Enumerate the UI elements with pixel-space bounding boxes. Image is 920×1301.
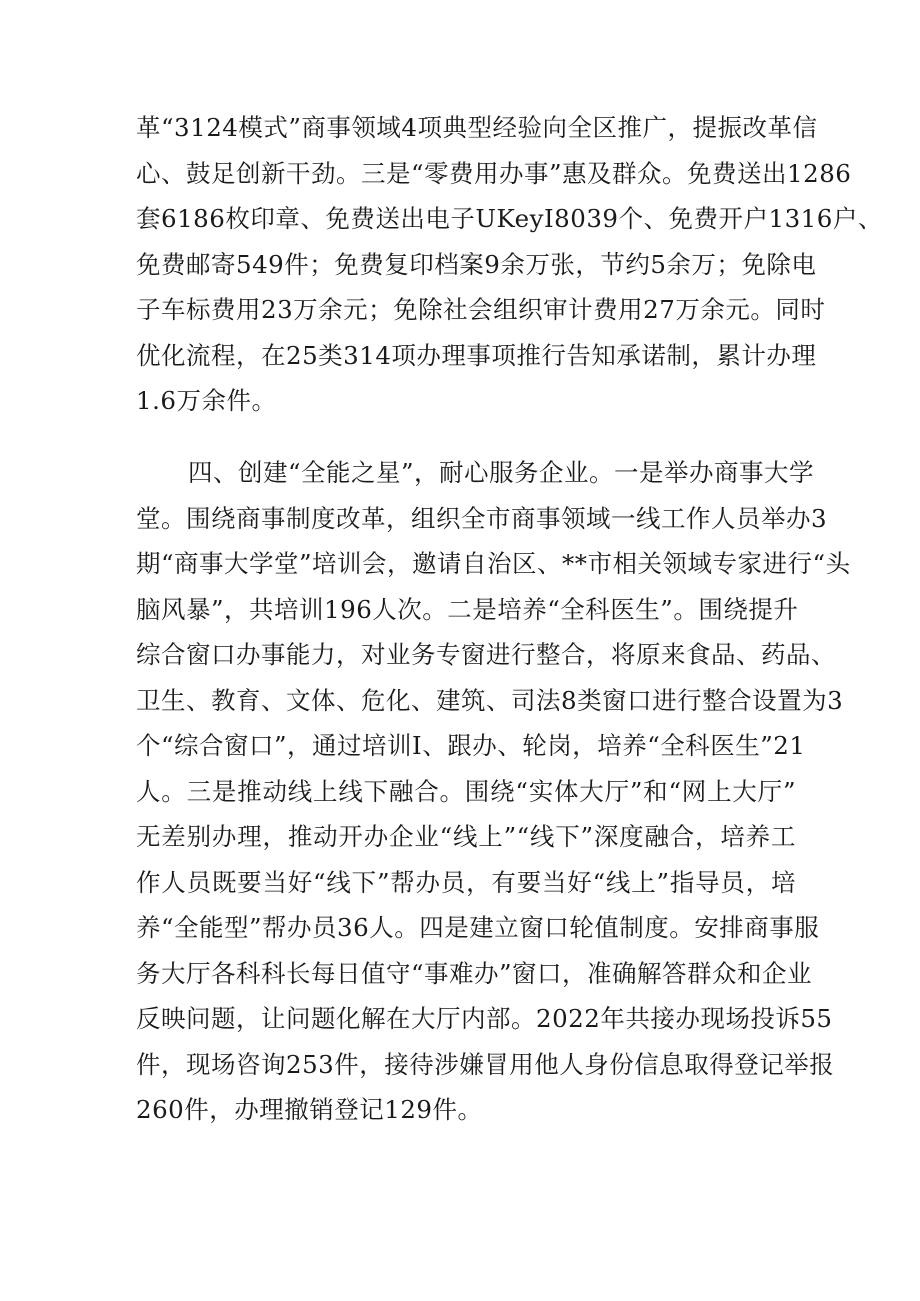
text-line: 260件，办理撤销登记129件。	[136, 1095, 483, 1124]
paragraph-1	[136, 105, 883, 424]
paragraph-2	[136, 450, 851, 1133]
text-line: 作人员既要当好“线下”帮办员，有要当好“线上”指导员，培	[136, 867, 796, 897]
text-line: 革“3124模式”商事领域4项典型经验向全区推广，提振改革信	[136, 113, 818, 142]
text-line: 子车标费用23万余元；免除社会组织审计费用27万余元。同时	[136, 295, 826, 324]
text-line: 反映问题，让问题化解在大厅内部。2022年共接办现场投诉55	[136, 1004, 833, 1033]
text-line: 卫生、教育、文体、危化、建筑、司法8类窗口进行整合设置为3	[136, 685, 844, 715]
text-line: 个“综合窗口”，通过培训I、跟办、轮岗，培养“全科医生”21	[136, 731, 806, 760]
text-line: 综合窗口办事能力，对业务专窗进行整合，将原来食品、药品、	[136, 640, 836, 669]
text-line: 心、鼓足创新干劲。三是“零费用办事”惠及群众。免费送出1286	[136, 158, 852, 188]
section-heading-line: 四、创建“全能之星”，耐心服务企业。一是举办商事大学	[188, 458, 815, 487]
text-line: 养“全能型”帮办员36人。四是建立窗口轮值制度。安排商事服	[136, 913, 820, 942]
text-line: 优化流程，在25类314项办理事项推行告知承诺制，累计办理	[136, 340, 817, 370]
text-line: 期“商事大学堂”培训会，邀请自治区、**市相关领域专家进行“头	[136, 549, 851, 578]
text-line: 脑风暴”，共培训196人次。二是培养“全科医生”。围绕提升	[136, 594, 799, 624]
text-line: 件，现场咨询253件，接待涉嫌冒用他人身份信息取得登记举报	[136, 1049, 835, 1079]
text-line: 免费邮寄549件；免费复印档案9余万张，节约5余万；免除电	[136, 249, 817, 279]
text-line: 堂。围绕商事制度改革，组织全市商事领域一线工作人员举办3	[136, 503, 828, 533]
text-line: 人。三是推动线上线下融合。围绕“实体大厅”和“网上大厅”	[136, 776, 796, 806]
text-line: 1.6万余件。	[136, 386, 277, 415]
text-line: 套6186枚印章、免费送出电子UKeyI8039个、免费开户1316户、	[136, 204, 883, 233]
text-line: 无差别办理，推动开办企业“线上”“线下”深度融合，培养工	[136, 822, 796, 851]
text-line: 务大厅各科科长每日值守“事难办”窗口，准确解答群众和企业	[136, 958, 813, 988]
